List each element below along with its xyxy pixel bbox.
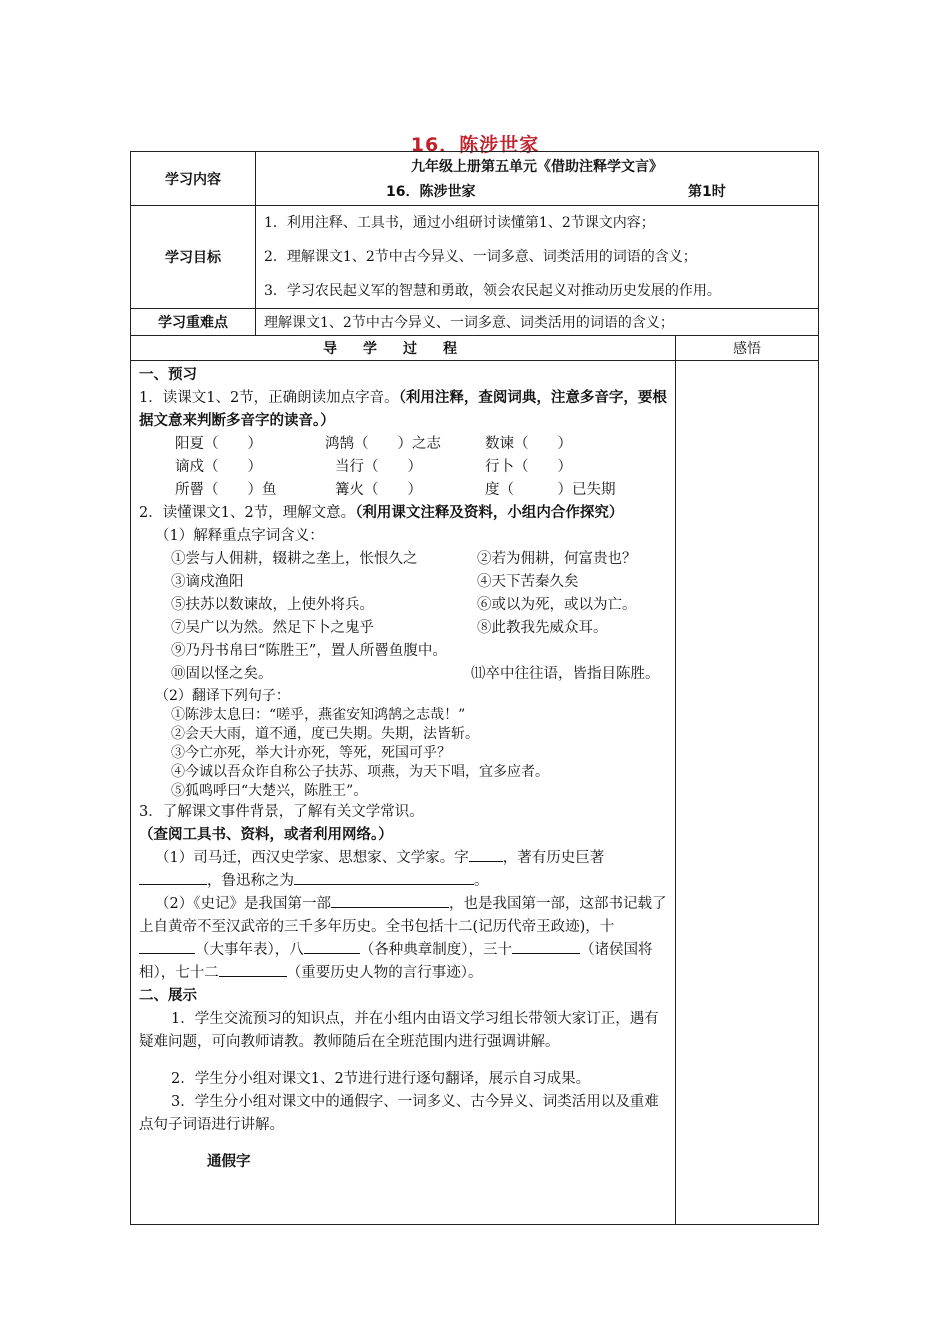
word-row: ③谪戍渔阳 ④天下苦秦久矣 — [171, 574, 579, 590]
page-title: 16．陈涉世家 — [410, 134, 540, 156]
preview-item-1: 1．读课文1、2节，正确朗读加点字音。（利用注释，查阅词典，注意多音字，要根据文意来判断多音字的读音。） — [139, 390, 667, 429]
blank[interactable] — [294, 870, 474, 885]
pron-row: 谪戍（ ） 当行（ ） 行卜（ ） — [175, 459, 572, 475]
preview-item-3: 3．了解课文事件背景，了解有关文学常识。（查阅工具书、资料，或者利用网络。） — [139, 804, 424, 843]
pronunciation-grid — [139, 433, 667, 502]
literature-fill-2: （2）《史记》是我国第一部 ，也是我国第一部，这部书记载了上自黄帝不至汉武帝的三千多年历史。全书包括十二(记历代帝王政迹)，十（大事年表），八 （各种典章制度），三十 （诸侯国将相），七十二 （重要历史人物的言行事迹）。 — [139, 893, 667, 985]
difficulty-label: 学习重难点 — [131, 309, 256, 336]
unit-title: 九年级上册第五单元《借助注释学文言》 — [411, 159, 663, 175]
blank[interactable] — [304, 939, 360, 954]
reflection-cell[interactable] — [676, 361, 819, 1225]
goals-label: 学习目标 — [131, 206, 256, 309]
show-item-1: 1．学生交流预习的知识点，并在小组内由语文学习组长带领大家订正，遇有疑难问题，可向教师请教。教师随后在全班范围内进行强调讲解。 — [139, 1011, 659, 1050]
lesson-plan-table — [130, 151, 819, 1225]
sentence-list: ①陈涉太息曰：“嗟乎，燕雀安知鸿鹄之志哉！” ②会天大雨，道不通，度已失期。失期，法皆斩。 ③今亡亦死，举大计亦死，等死，死国可乎？ ④今诚以吾众诈自称公子扶苏、项燕，为天下唱，宜多应者。 ⑤狐鸣呼曰“大楚兴，陈胜王”。 — [171, 707, 549, 799]
blank[interactable] — [139, 939, 195, 954]
guide-content — [131, 361, 676, 1225]
difficulty-text: 理解课文1、2节中古今异义、一词多意、词类活用的词语的含义； — [256, 309, 819, 336]
word-row: ⑨乃丹书帛曰“陈胜王”，置人所罾鱼腹中。 — [171, 643, 447, 659]
blank[interactable] — [469, 847, 503, 862]
goals-cell — [256, 206, 819, 309]
goals-row — [131, 206, 819, 309]
literature-fill-1: （1）司马迁，西汉史学家、思想家、文学家。字 ，著有历史巨著，鲁迅称之为 。 — [139, 847, 667, 893]
word-row: ⑩固以怪之矣。 ⑾卒中往往语，皆指目陈胜。 — [171, 666, 660, 682]
guide-label: 导学过程 — [131, 336, 676, 361]
goal-item: 3．学习农民起义军的智慧和勇敢，领会农民起义对推动历史发展的作用。 — [264, 283, 721, 299]
show-item-2: 2．学生分小组对课文1、2节进行进行逐句翻译，展示自习成果。 — [171, 1071, 591, 1087]
word-row: ⑤扶苏以数谏故，上使外将兵。 ⑥或以为死，或以为亡。 — [171, 597, 637, 613]
content-cell — [256, 152, 819, 206]
word-row: ⑦吴广以为然。然足下卜之鬼乎 ⑧此教我先威众耳。 — [171, 620, 608, 636]
goal-item: 1．利用注释、工具书，通过小组研讨读懂第1、2节课文内容； — [264, 215, 655, 231]
preview-item-2: 2．读懂课文1、2节，理解文意。（利用课文注释及资料，小组内合作探究） — [139, 505, 624, 521]
difficulty-row — [131, 309, 819, 336]
section-preview-heading: 一、预习 — [139, 367, 197, 383]
content-row — [131, 152, 819, 206]
period-label: 第1时 — [688, 184, 726, 200]
blank[interactable] — [331, 893, 449, 908]
pron-row: 阳夏（ ） 鸿鹄（ ）之志 数谏（ ） — [175, 436, 572, 452]
blank[interactable] — [512, 939, 580, 954]
word-row: ①尝与人佣耕，辍耕之垄上，怅恨久之 ②若为佣耕，何富贵也？ — [171, 551, 637, 567]
pron-row: 所罾（ ）鱼 篝火（ ） 度（ ）已失期 — [175, 482, 616, 498]
goal-item: 2．理解课文1、2节中古今异义、一词多意、词类活用的词语的含义； — [264, 249, 697, 265]
sub-heading-words: （1）解释重点字词含义： — [155, 528, 324, 544]
content-label: 学习内容 — [131, 152, 256, 206]
guide-content-row — [131, 361, 819, 1225]
guide-header-row — [131, 336, 819, 361]
word-list — [139, 548, 667, 686]
section-show-heading: 二、展示 — [139, 988, 197, 1004]
lesson-name: 16．陈涉世家 — [386, 184, 476, 200]
show-item-3: 3．学生分小组对课文中的通假字、一词多义、古今异义、词类活用以及重难点句子词语进行讲解。 — [139, 1094, 659, 1133]
blank[interactable] — [219, 962, 287, 977]
reflect-label: 感悟 — [676, 336, 819, 361]
blank[interactable] — [139, 870, 207, 885]
tongjia-heading: 通假字 — [207, 1154, 251, 1170]
sub-heading-translate: （2）翻译下列句子： — [155, 688, 290, 704]
